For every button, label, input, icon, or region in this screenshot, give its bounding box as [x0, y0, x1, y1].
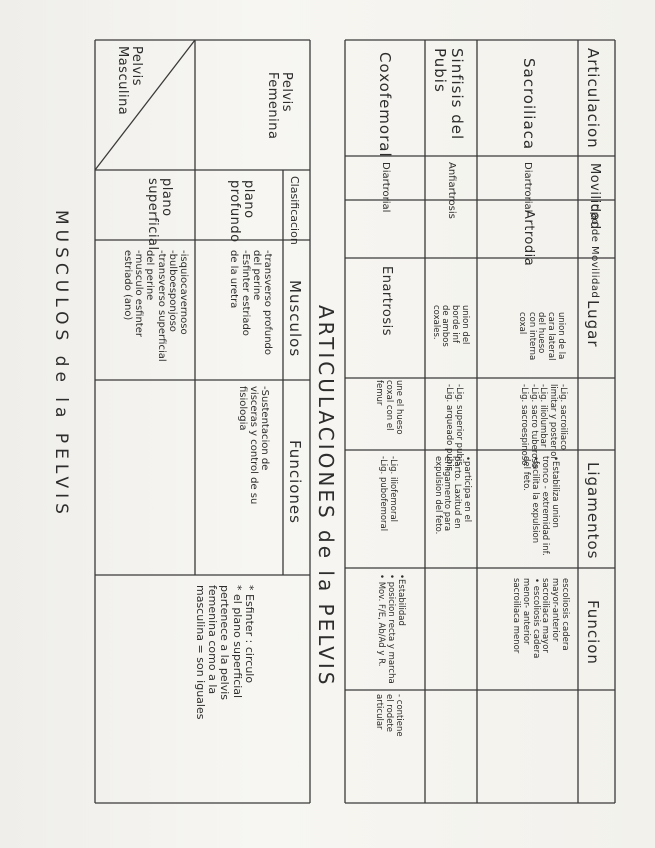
- row-coxofemoral-articulacion: Coxofemoral: [376, 52, 394, 158]
- row-coxofemoral-funcion: •Estabilidad • posicion recta y marcha • Mov. F/E, Ab/Ad y R.: [376, 574, 406, 684]
- row-sacroiliaca-lugar: union de la cara lateral del hueso con interna coxal: [516, 312, 566, 361]
- plano-superficial-musculos: -isquiocavernoso -bulboesponjoso -transverso superficial del perine -musculo esfinter estriado (ano): [122, 250, 189, 362]
- header-clasificacion: Clasificacion: [288, 176, 301, 245]
- row-coxofemoral-tipo: Enartrosis: [379, 266, 394, 337]
- header-musculos: Musculos: [286, 280, 304, 358]
- row-sacroiliaca-ligamentos: -Lig. sacroiliaco limitar y posterior -Lig. iliolumbar -Lig. sacro tuberoso -Lig. sacroespinoso: [518, 384, 568, 468]
- row-sinfisis-movilidad: Anfiartrosis: [446, 162, 457, 219]
- row-coxofemoral-movilidad: Diartrorial: [380, 162, 391, 213]
- footer-title: MUSCULOS de la PELVIS: [51, 210, 71, 519]
- pelvis-masculina-label: Pelvis Masculina: [114, 46, 144, 116]
- row-coxofemoral-extra: - contiene el rodete articular: [374, 694, 404, 737]
- row-sacroiliaca-movilidad: Diartrorial: [522, 162, 533, 213]
- row-sinfisis-lugar: union del borde inf de ambos coxales.: [430, 305, 470, 347]
- header-movilidad: Movilidad: [587, 163, 602, 230]
- header-ligamentos: Ligamentos: [584, 462, 602, 560]
- notes-text: * Esfinter : circulo * el plano superficial pertenece a la pelvis femenina como a la masculina = son iguales: [193, 585, 256, 720]
- page-title: ARTICULACIONES de la PELVIS: [314, 305, 338, 688]
- row-sinfisis-funcion: •participa en el parto. Laxitud en el ligamento para expulsion del feto.: [432, 456, 472, 535]
- row-sacroiliaca-articulacion: Sacroiliaca: [520, 58, 538, 151]
- row-sacroiliaca-tipo: Artrodia: [521, 210, 536, 267]
- header-lugar: Lugar: [584, 300, 602, 348]
- plano-profundo-funciones: -Sustentacion de visceras y control de su fisiologia: [236, 386, 270, 505]
- row-sacroiliaca-extra: escoliosis cadera mayor-anterior sacroiliaca mayor • escoliosis cadera menor- anterior sacroiliaca menor: [511, 578, 570, 659]
- header-funcion: Funcion: [584, 600, 602, 665]
- row-sinfisis-ligamentos: -Lig. superior pubis -Lig. arqueado pubis: [444, 384, 464, 472]
- row-sacroiliaca-funcion: •Estabiliza union tronco - extremidad inf. •facilita la expulsion del feto.: [520, 456, 560, 556]
- row-coxofemoral-ligamentos: -Lig. iliofemoral -Lig. pubofemoral: [378, 456, 398, 532]
- header-tipo-movilidad: tipo de Movilidad: [589, 204, 600, 299]
- header-funciones: Funciones: [286, 440, 304, 524]
- pelvis-femenina-label: Pelvis Femenina: [264, 72, 294, 140]
- plano-superficial-label: plano superficial: [144, 178, 174, 251]
- header-articulacion: Articulacion: [584, 48, 602, 149]
- row-coxofemoral-lugar: une el hueso coxal con el femur: [374, 380, 404, 435]
- row-sinfisis-articulacion: Sinfisis del Pubis: [431, 48, 466, 141]
- plano-profundo-label: plano profundo: [226, 180, 256, 243]
- plano-profundo-musculos: -transverso profundo del perine -Esfinter estriado de la uretra: [228, 250, 273, 356]
